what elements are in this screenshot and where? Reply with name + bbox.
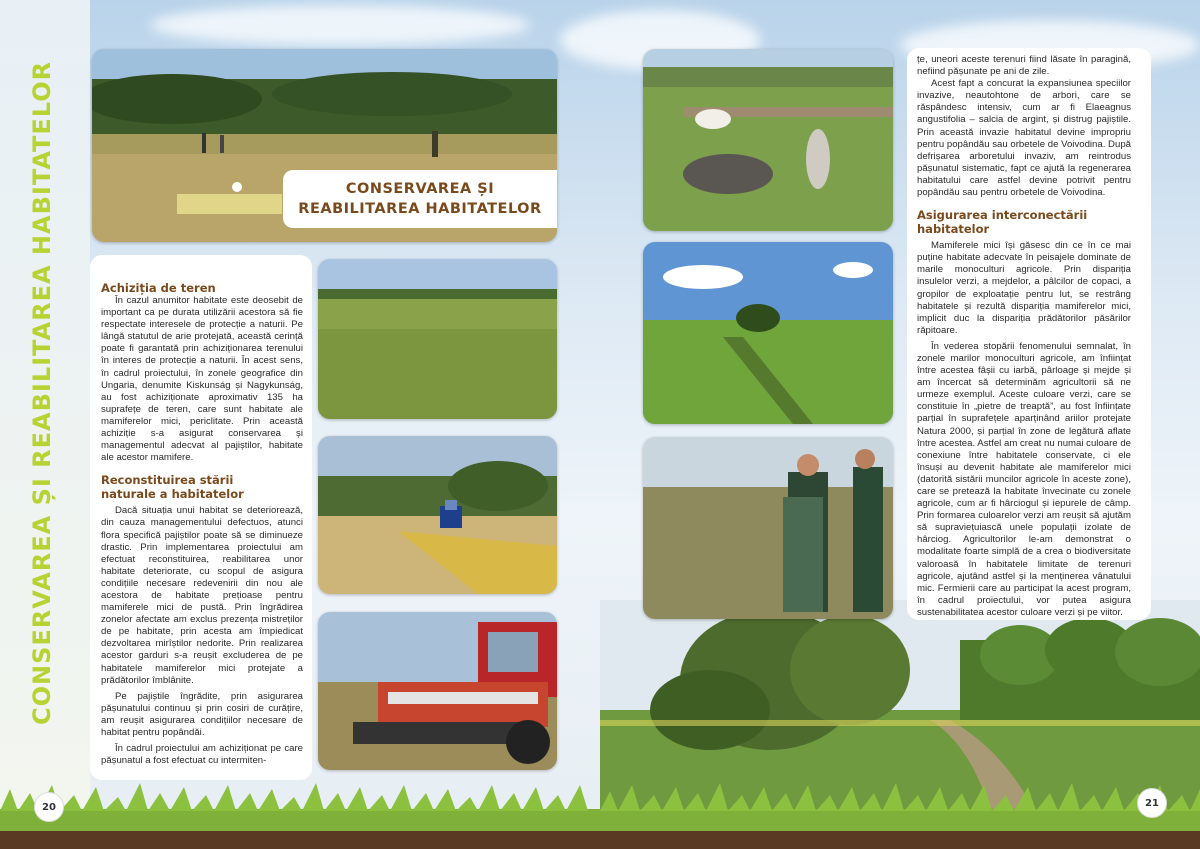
right-text-column: [917, 54, 1131, 619]
paragraph: Acest fapt a concurat la expansiunea speciilor invazive, neautohtone de arbori, care se răspândesc intensiv, cum ar fi Elaeagnus angustifolia – salcia de argint, și distrug pajiștile. Prin această invazie habitatul devine impropriu pentru popândău sau orbetele de Voivodina. După defrișarea arboretului invaziv, am reintrodus pășunatul sistematic, fapt ce ajută la regenerarea habitatului care astfel devine potrivit pentru popândău sau pentru orbetele de Voivodina.: [917, 78, 1131, 199]
paragraph: țe, uneori aceste terenuri fiind lăsate în paragină, nefiind pășunate pe ani de zile.: [917, 54, 1131, 78]
paragraph: Mamiferele mici își găsesc din ce în ce mai puține habitate adecvate în peisajele dominate de marile monoculturi agricole. Prin dispariția insulelor verzi, a mejdelor, a pâlcilor de copaci, a gropilor de exploatație pentru lut, se restrâng habitatele și rezultă dispariția mamiferelor mici, implicit duc la dispariția prădătorilor păsărilor răpitoare.: [917, 240, 1131, 336]
mowing-tractor-photo: [318, 436, 557, 594]
left-text-column: [101, 281, 303, 767]
page-number-right: 21: [1137, 788, 1167, 818]
heading-land-acquisition: Achiziția de teren: [101, 281, 216, 295]
goats-grazing-photo: [643, 49, 893, 231]
page-number-left: 20: [34, 792, 64, 822]
grassland-photo: [318, 259, 557, 419]
paragraph: În cadrul proiectului am achiziționat pe care pășunatul a fost efectuat cu intermiten-: [101, 743, 303, 767]
heading-interconnection-1: Asigurarea interconectării: [917, 208, 1088, 223]
cloud: [150, 5, 530, 45]
paragraph: Pe pajiștile îngrădite, prin asigurarea pășunatului continuu și prin cosiri de curățire, am reușit asigurarea condițiilor necesare de habitat pentru popândăi.: [101, 690, 303, 738]
paragraph: În vederea stopării fenomenului semnalat, în zonele marilor monoculturi agricole, am înființat între acestea fâșii cu iarbă, pârloage și mejde și am încercat să determinăm agricultorii să ne urmeze exemplul. Aceste culoare verzi, care se constituie în „pietre de treaptă”, au fost înființate parțial în suprafețele aparținând ariilor protejate Natura 2000, și parțial în zone de legătură aflate între acestea. Astfel am creat nu numai culoare de conexiune între habitatele conservate, ci ele însuși au devenit habitate ale mamiferelor mici (datorită sistării muncilor agricole în aceste zone), care se pretează la habitate învecinate cu zonele agricole, cum ar fi hârciogul și iepurele de câmp. Prin formarea culoarelor verzi am reușit să ajutăm să supraviețuiască unele populații izolate de hârciog. Agricultorilor le-am demonstrat o modalitate foarte simplă de a crea o biodiversitate valoroasă în habitatele limitate de terenuri agricole, ajutând astfel și la menținerea vânatului mic. Fermierii care au participat la acest program, în cadrul proiectului, vor putea asigura sustenabilitatea acestor culoare verzi și pe viitor.: [917, 340, 1131, 618]
section-title-box: [283, 170, 557, 228]
grass-footer: [0, 779, 1200, 849]
heading-restoration-1: Reconstituirea stării: [101, 473, 234, 488]
heading-restoration-2: naturale a habitatelor: [101, 487, 244, 502]
heading-interconnection-2: habitatelor: [917, 222, 990, 237]
paragraph: În cazul anumitor habitate este deosebit de important ca pe durata utilizării acestora să fie respectate interesele de protecție a naturii. Pe lângă statutul de arie protejată, această cerință poate fi garantată prin achiziționarea terenului în interes de protecție a naturii. În acest sens, în cadrul proiectului, în zonele geografice din Ungaria, denumite Kiskunság și Nagykunság, au fost achiziționate aproximativ 135 ha suprafețe de teren, care sunt habitate ale mamiferelor mici, periclitate. Prin această achiziție s-a asigurat conservarea și managementul adecvat al pajiștilor, habitate ale acestor mamifere.: [101, 295, 303, 464]
vertical-section-title: CONSERVAREA ȘI REABILITAREA HABITATELOR: [28, 60, 56, 725]
title-line-1: CONSERVAREA ȘI: [345, 181, 495, 197]
researchers-photo: [643, 437, 893, 619]
title-line-2: REABILITAREA HABITATELOR: [298, 201, 542, 217]
paragraph: Dacă situația unui habitat se deteriorează, din cauza managementului defectuos, atunci flora specifică pajiștilor poate să se diminueze drastic. Prin implementarea proiectului am efectuat reconstituirea, reabilitarea unor habitate deteriorate, cu scopul de asigura condițiile necesare redevenirii din nou ale acestora de habitate prețioase pentru mamiferele mici de pustă. Prin îngrădirea zonelor afectate am exclus prezența mistreților de pe habitate, prin acesta am împiedicat dezvoltarea mirîștilor nedorite. Prin realizarea acestor garduri s-a reușit excluderea de pe habitatele mamiferelor mici protejate a prădătorilor îmblânite.: [101, 505, 303, 686]
seeder-photo: [318, 612, 557, 770]
green-corridor-photo: [643, 242, 893, 424]
